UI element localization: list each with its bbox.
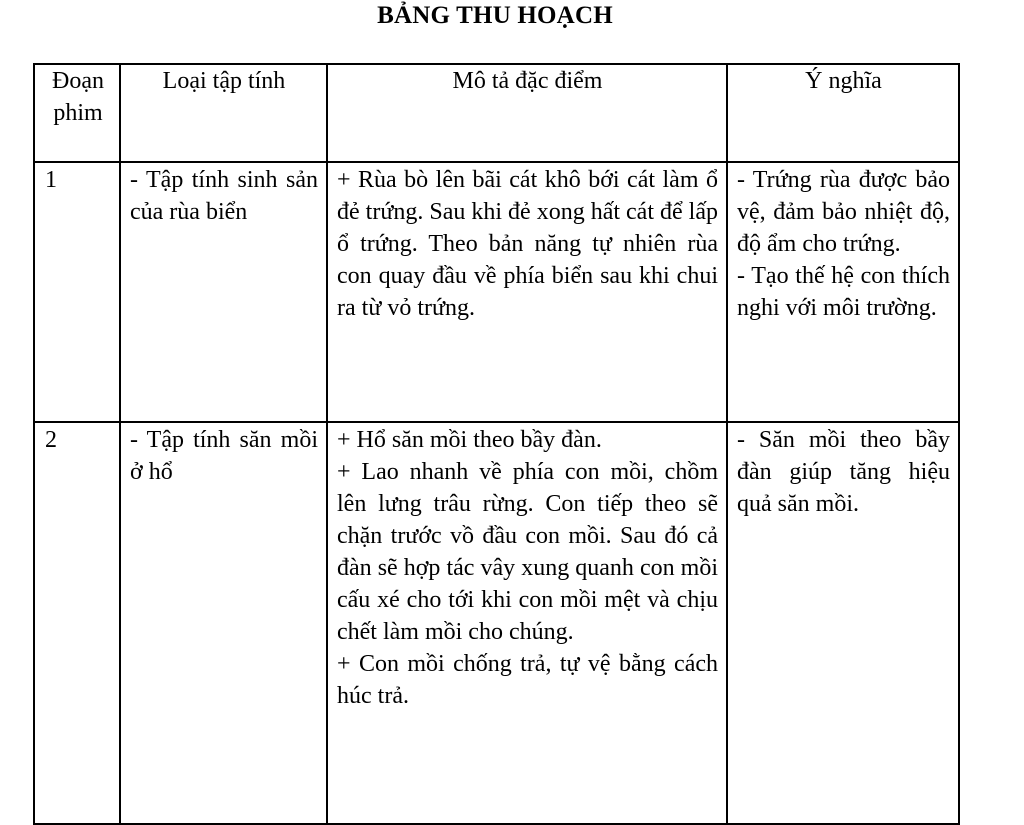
row-1-description: + Rùa bò lên bãi cát khô bới cát làm ổ đẻ trứng. Sau khi đẻ xong hất cát để lấp ổ trứng. Theo bản năng tự nhiên rùa con quay đầu về phía biển sau khi chui ra từ vỏ trứng. — [337, 167, 718, 321]
header-cell-segment — [34, 64, 120, 162]
row-2-meaning: - Săn mồi theo bầy đàn giúp tăng hiệu quả săn mồi. — [737, 427, 950, 517]
header-description-label: Mô tả đặc điểm — [452, 68, 603, 94]
header-cell-meaning — [727, 64, 959, 162]
header-behavior-type-label: Loại tập tính — [162, 68, 286, 94]
row-2-description-line-2: + Lao nhanh về phía con mồi, chồm lên lưng trâu rừng. Con tiếp theo sẽ chặn trước vồ đầu con mồi. Sau đó cả đàn sẽ hợp tác vây xung quanh con mồi cấu xé cho tới khi con mồi mệt và chịu chết làm mồi cho chúng. — [337, 459, 718, 645]
harvest-table — [33, 63, 960, 825]
row-1-meaning — [728, 163, 958, 324]
header-cell-description — [327, 64, 727, 162]
row-2-behavior-type: - Tập tính săn mồi ở hổ — [130, 427, 318, 485]
header-segment-label: Đoạn phim — [52, 68, 104, 126]
header-cell-behavior-type — [120, 64, 327, 162]
row-2-meaning-cell — [727, 422, 959, 824]
row-2-segment: 2 — [45, 427, 57, 453]
row-2-description-line-3: + Con mồi chống trả, tự vệ bằng cách húc trả. — [337, 651, 718, 709]
row-1-meaning-line-1: - Trứng rùa được bảo vệ, đảm bảo nhiệt độ, độ ẩm cho trứng. — [737, 167, 950, 257]
row-1-meaning-line-2: - Tạo thế hệ con thích nghi với môi trường. — [737, 263, 950, 321]
header-meaning-label: Ý nghĩa — [805, 68, 882, 94]
row-2-description-line-1: + Hổ săn mồi theo bầy đàn. — [337, 427, 602, 453]
row-1-behavior-type: - Tập tính sinh sản của rùa biển — [130, 167, 318, 225]
row-1-description-cell — [327, 162, 727, 422]
table-row — [34, 162, 959, 422]
row-1-segment: 1 — [45, 167, 57, 193]
row-2-segment-cell — [34, 422, 120, 824]
document-title: BẢNG THU HOẠCH — [377, 2, 613, 29]
row-1-segment-cell — [34, 162, 120, 422]
table-header-row — [34, 64, 959, 162]
row-1-behavior-type-cell — [120, 162, 327, 422]
table-row — [34, 422, 959, 824]
row-2-description — [328, 423, 726, 712]
row-2-description-cell — [327, 422, 727, 824]
row-1-meaning-cell — [727, 162, 959, 422]
row-2-behavior-type-cell — [120, 422, 327, 824]
